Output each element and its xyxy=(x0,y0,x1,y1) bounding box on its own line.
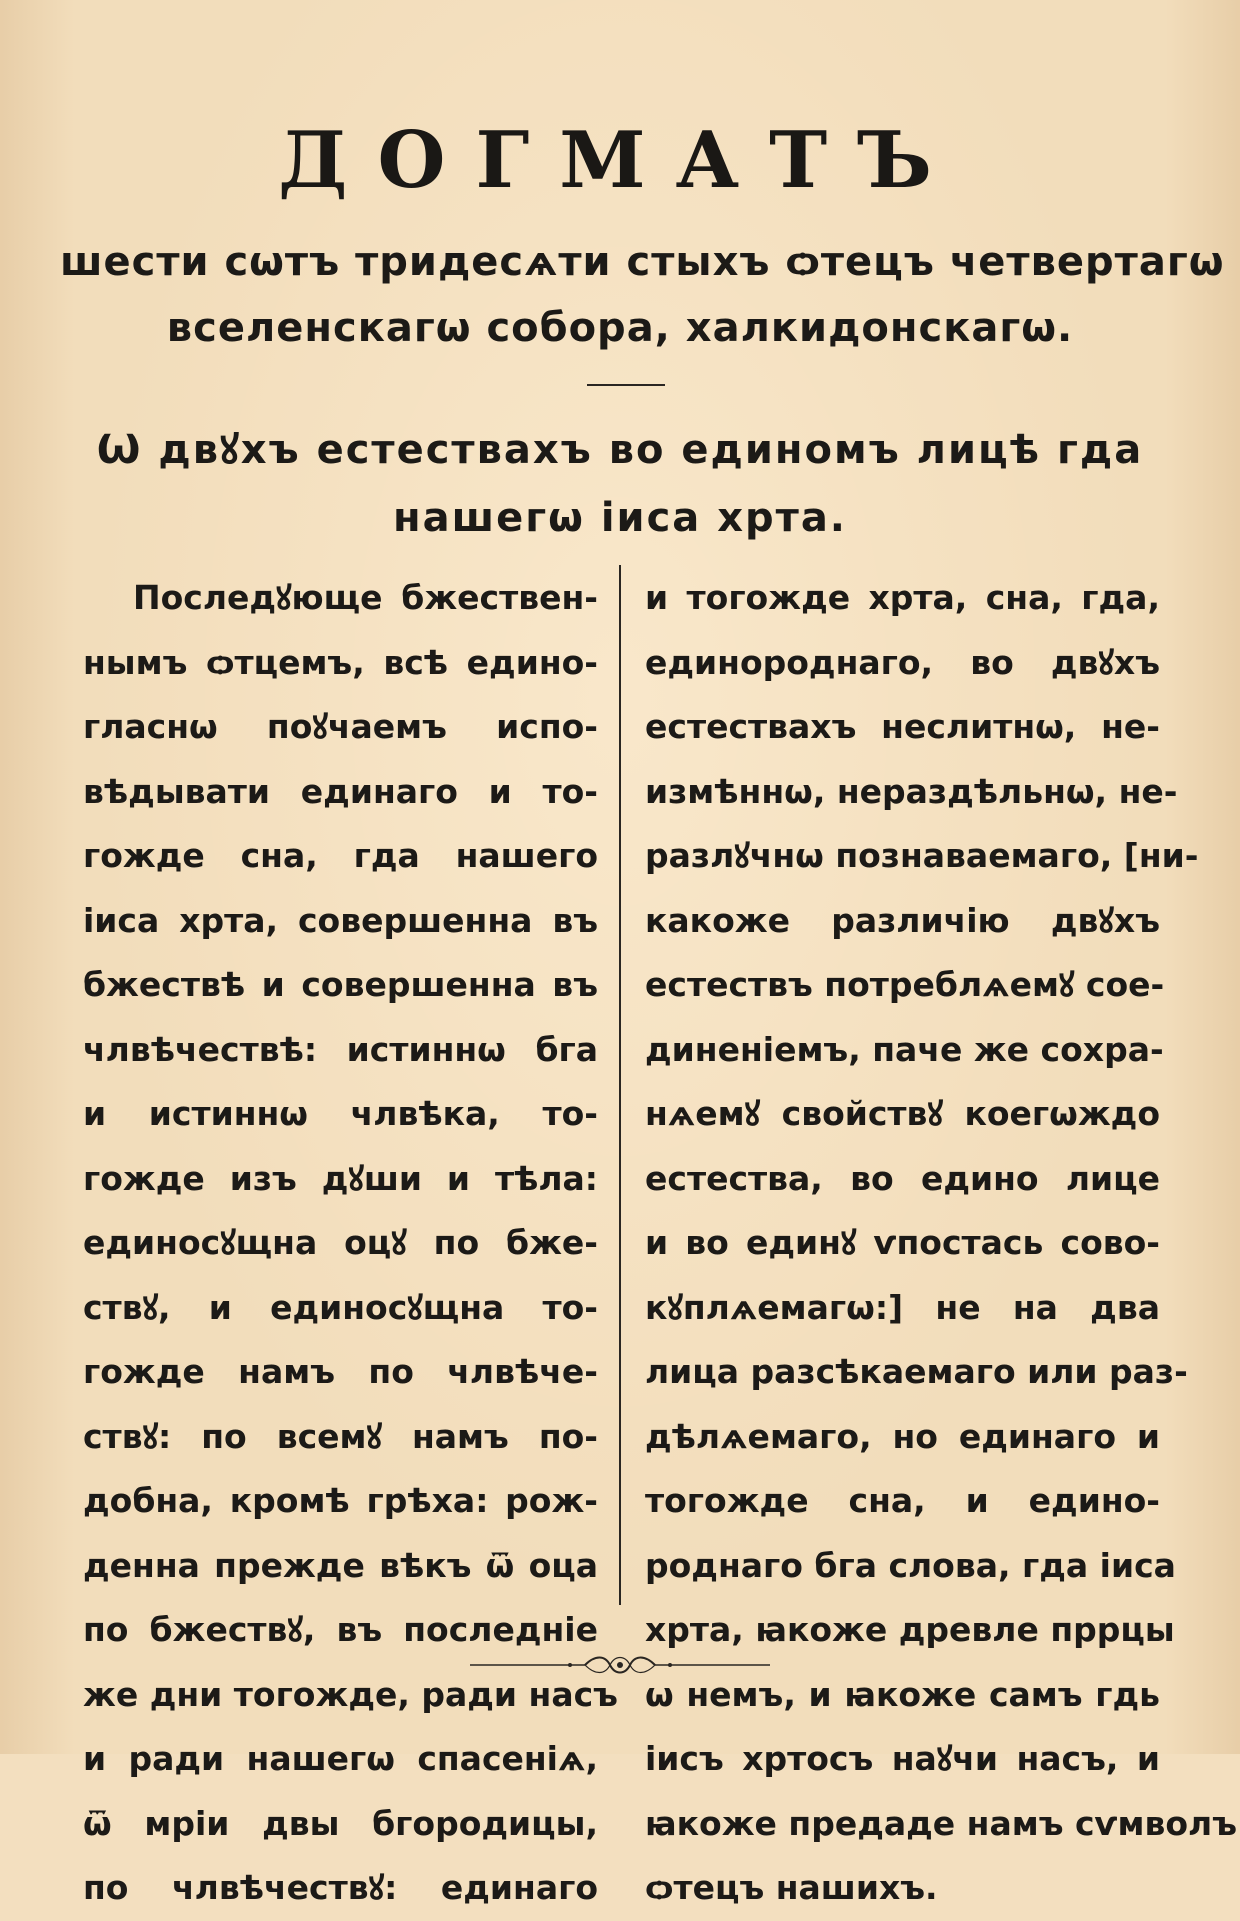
text-line: хрта, ꙗкоже древле пррцы xyxy=(645,1610,1175,1649)
text-line: іиса хрта, совершенна въ xyxy=(83,900,598,940)
text-line: Последꙋюще бжествен- xyxy=(133,578,598,617)
text-line: ꙗкоже предаде намъ сѵмволъ xyxy=(645,1803,1237,1843)
text-line: по бжествꙋ, въ последніе xyxy=(83,1610,598,1649)
text-line: іисъ хртосъ наꙋчи насъ, и xyxy=(645,1739,1160,1778)
text-line: гожде сна, гда нашего xyxy=(83,836,598,875)
page-title: ДОГМАТЪ xyxy=(278,115,962,206)
text-line: денна прежде вѣкъ ѿ оца xyxy=(83,1545,598,1585)
text-line: ѿ мріи двы бгородицы, xyxy=(83,1803,598,1843)
right-text-column xyxy=(645,566,1237,1921)
text-line: по члвѣчествꙋ: единаго xyxy=(83,1868,598,1907)
text-line: единороднаго, во двꙋхъ xyxy=(645,642,1160,682)
text-line: диненіемъ, паче же сохра- xyxy=(645,1029,1164,1069)
text-line: и ради нашегѡ спасеніѧ, xyxy=(83,1739,598,1778)
text-line: какоже различію двꙋхъ xyxy=(645,900,1160,940)
text-line: кꙋплѧемагѡ:] не на два xyxy=(645,1287,1160,1327)
text-line: добна, кромѣ грѣха: рож- xyxy=(83,1481,598,1520)
text-line: нымъ ѻтцемъ, всѣ едино- xyxy=(83,642,598,682)
text-line: ѡ немъ, и ꙗкоже самъ гдь xyxy=(645,1674,1160,1714)
text-line: ствꙋ: по всемꙋ намъ по- xyxy=(83,1416,598,1456)
text-line: естества, во едино лице xyxy=(645,1158,1160,1198)
short-divider-rule xyxy=(587,384,665,386)
text-line: единосꙋщна оцꙋ по бже- xyxy=(83,1223,598,1262)
text-line: и во единꙋ ѵпостась сово- xyxy=(645,1223,1160,1262)
text-line: роднаго бга слова, гда іиса xyxy=(645,1545,1176,1585)
text-line: естествахъ неслитнѡ, не- xyxy=(645,707,1160,746)
text-line: и тогожде хрта, сна, гда, xyxy=(645,578,1160,617)
text-line: ѻтецъ нашихъ. xyxy=(645,1868,938,1907)
text-line: разлꙋчнѡ познаваемаго, [ни- xyxy=(645,836,1199,875)
subtitle-line-2: вселенскагѡ собора, халкидонскагѡ. xyxy=(166,305,1074,351)
text-line: члвѣчествѣ: истиннѡ бга xyxy=(83,1029,598,1069)
text-line: измѣннѡ, нераздѣльнѡ, не- xyxy=(645,771,1178,811)
text-line: и истиннѡ члвѣка, то- xyxy=(83,1094,598,1133)
text-line: вѣдывати единаго и то- xyxy=(83,771,598,811)
section-heading-line-1: Ѡ двꙋхъ естествахъ во единомъ лицѣ гда xyxy=(96,427,1144,473)
text-line: гожде намъ по члвѣче- xyxy=(83,1352,598,1391)
text-line: дѣлѧемаго, но единаго и xyxy=(645,1416,1160,1456)
text-line: нѧемꙋ свойствꙋ коегѡждо xyxy=(645,1094,1160,1133)
text-line: естествъ потреблѧемꙋ сое- xyxy=(645,965,1165,1004)
subtitle-line-1: шести сѡтъ тридесѧти стыхъ ѻтецъ четвертагѡ xyxy=(60,239,1225,285)
text-line: лица разсѣкаемаго или раз- xyxy=(645,1352,1188,1391)
decorative-flourish-icon xyxy=(470,1650,770,1680)
text-line: же дни тогожде, ради насъ xyxy=(83,1674,618,1714)
text-line: тогожде сна, и едино- xyxy=(645,1481,1160,1520)
text-line: гожде изъ дꙋши и тѣла: xyxy=(83,1158,598,1198)
left-text-column xyxy=(83,566,618,1921)
column-divider xyxy=(619,565,621,1605)
text-line: бжествѣ и совершенна въ xyxy=(83,965,598,1004)
section-heading-line-2: нашегѡ іиса хрта. xyxy=(393,495,847,541)
text-line: гласнѡ поꙋчаемъ испо- xyxy=(83,707,598,746)
text-line: ствꙋ, и единосꙋщна то- xyxy=(83,1287,598,1327)
